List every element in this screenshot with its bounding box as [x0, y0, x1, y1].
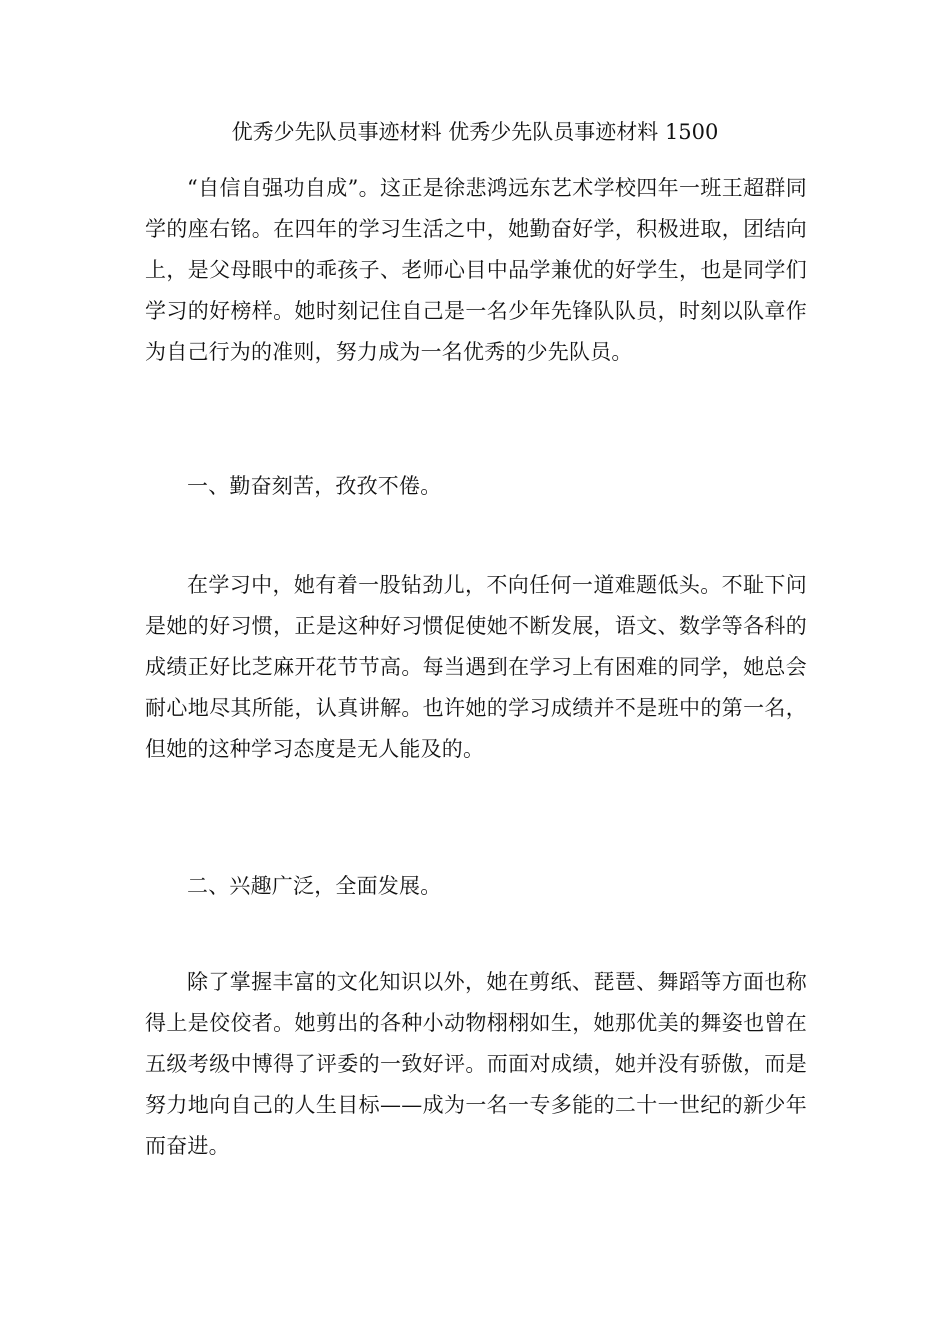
section-2-paragraph: 除了掌握丰富的文化知识以外，她在剪纸、琵琶、舞蹈等方面也称得上是佼佼者。她剪出的各种小动物栩栩如生，她那优美的舞姿也曾在五级考级中博得了评委的一致好评。而面对成绩，她并没有骄傲，而是努力地向自己的人生目标——成为一名一专多能的二十一世纪的新少年而奋进。	[145, 970, 807, 1158]
document-title: 优秀少先队员事迹材料 优秀少先队员事迹材料 1500	[231, 120, 719, 144]
section-1-paragraph: 在学习中，她有着一股钻劲儿，不向任何一道难题低头。不耻下问是她的好习惯，正是这种好习惯促使她不断发展，语文、数学等各科的成绩正好比芝麻开花节节高。每当遇到在学习上有困难的同学，她总会耐心地尽其所能，认真讲解。也许她的学习成绩并不是班中的第一名，但她的这种学习态度是无人能及的。	[145, 573, 807, 761]
intro-paragraph: “自信自强功自成”。这正是徐悲鸿远东艺术学校四年一班王超群同学的座右铭。在四年的学习生活之中，她勤奋好学，积极进取，团结向上，是父母眼中的乖孩子、老师心目中品学兼优的好学生，也是同学们学习的好榜样。她时刻记住自己是一名少年先锋队队员，时刻以队章作为自己行为的准则，努力成为一名优秀的少先队员。	[145, 176, 807, 364]
section-heading-1: 一、勤奋刻苦，孜孜不倦。	[187, 474, 442, 498]
section-heading-2: 二、兴趣广泛，全面发展。	[187, 874, 442, 898]
